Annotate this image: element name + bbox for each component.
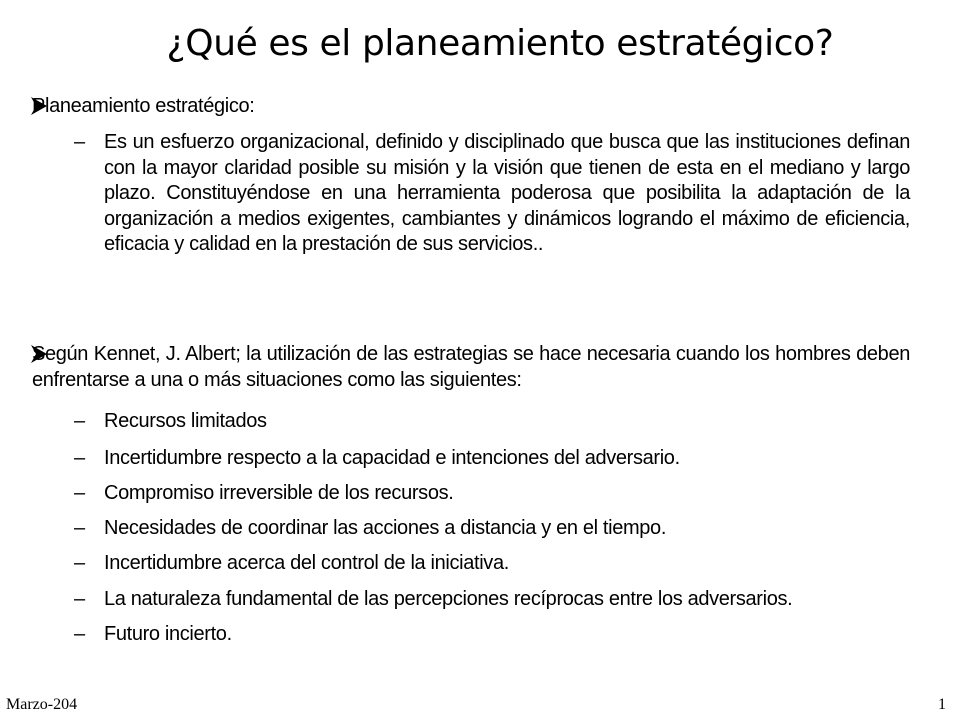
bullet-1-sub-text: Es un esfuerzo organizacional, definido y disciplinado que busca que las instituciones definan con la mayor claridad posible su misión y la visión que tienen de esta en el mediano y largo plazo. Constituyéndose en una herramienta poderosa que posibilita la adaptación de la organización a medios exigentes, cambiantes y dinámicos logrando el máximo de eficiencia, eficacia y calidad en la prestación de sus servicios.. xyxy=(104,131,910,255)
dash-marker: – xyxy=(74,623,85,645)
dash-marker: – xyxy=(74,517,85,539)
slide-number: 1 xyxy=(938,696,946,713)
dash-marker: – xyxy=(74,447,85,469)
sub-item-text: Necesidades de coordinar las acciones a distancia y en el tiempo. xyxy=(104,517,667,539)
sub-item-text: Incertidumbre respecto a la capacidad e intenciones del adversario. xyxy=(104,447,680,469)
dash-marker: – xyxy=(74,131,85,153)
sub-item-text: Recursos limitados xyxy=(104,410,267,432)
sub-item-text: Incertidumbre acerca del control de la iniciativa. xyxy=(104,552,509,574)
footer-date: Marzo-204 xyxy=(6,696,78,713)
sub-item-text: La naturaleza fundamental de las percepciones recíprocas entre los adversarios. xyxy=(104,588,793,610)
dash-marker: – xyxy=(74,588,85,610)
slide-title: ¿Qué es el planeamiento estratégico? xyxy=(166,23,834,64)
dash-marker: – xyxy=(74,482,85,504)
bullet-2-text: Según Kennet, J. Albert; la utilización de las estrategias se hace necesaria cuando los hombres deben enfrentarse a una o más situaciones como las siguientes: xyxy=(32,343,910,391)
dash-marker: – xyxy=(74,552,85,574)
sub-item-text: Compromiso irreversible de los recursos. xyxy=(104,482,454,504)
dash-marker: – xyxy=(74,410,85,432)
sub-item-text: Futuro incierto. xyxy=(104,623,232,645)
bullet-1-text: Planeamiento estratégico: xyxy=(32,95,255,117)
